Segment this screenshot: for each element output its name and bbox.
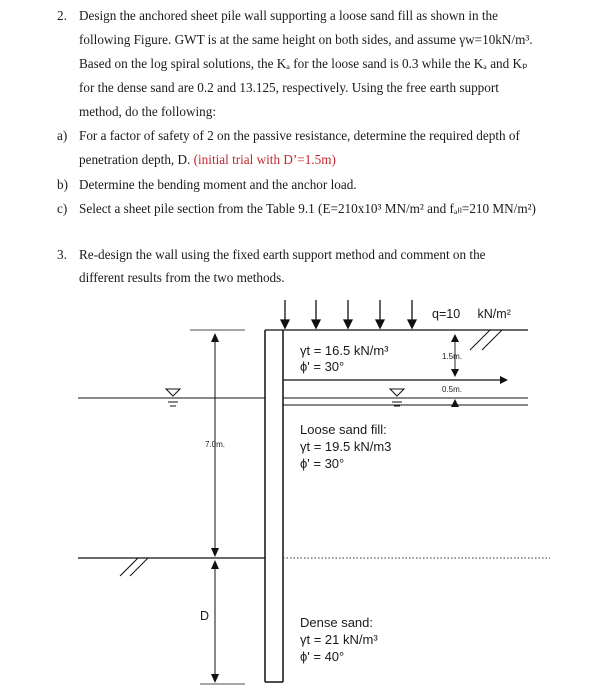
q2-line-1: Design the anchored sheet pile wall supporting a loose sand fill as shown in the [79, 8, 498, 23]
q3-line-1: Re-design the wall using the fixed earth support method and comment on the [79, 247, 486, 262]
part-a-label: a) [57, 128, 68, 143]
part-c-text: Select a sheet pile section from the Table 9.1 (E=210x10³ MN/m² and fₐₗₗ=210 MN/m²) [79, 201, 536, 216]
layer2-props: Loose sand fill: γt = 19.5 kN/m3 ϕ' = 30° [300, 422, 392, 471]
layer3-props: Dense sand: γt = 21 kN/m³ ϕ' = 40° [300, 615, 378, 664]
q2-number: 2. [57, 8, 67, 23]
q2-line-2: following Figure. GWT is at the same height on both sides, and assume γw=10kN/m³. [79, 32, 533, 47]
layer1-props: γt = 16.5 kN/m³ ϕ' = 30° [300, 343, 389, 374]
part-b-label: b) [57, 177, 68, 192]
surcharge-label: q=10 kN/m² [432, 307, 511, 321]
dim-anchor-label: 0.5m. [442, 385, 463, 394]
surcharge-arrows [281, 300, 416, 328]
q2-line-4: for the dense sand are 0.2 and 13.125, respectively. Using the free earth support [79, 80, 499, 95]
q2-line-3: Based on the log spiral solutions, the Kₐ for the loose sand is 0.3 while the Kₐ and Kₚ [79, 56, 528, 71]
q3-line-2: different results from the two methods. [79, 270, 285, 285]
dim-top-label: 1.5m. [442, 352, 463, 361]
part-c-label: c) [57, 201, 68, 216]
initial-trial-note: (initial trial with D’=1.5m) [193, 152, 336, 167]
part-a-text-2: penetration depth, D. [79, 152, 191, 167]
part-b-text: Determine the bending moment and the anchor load. [79, 177, 357, 192]
part-a-text: For a factor of safety of 2 on the passive resistance, determine the required depth of [79, 128, 520, 143]
dim-depth-label: D [200, 609, 210, 623]
q3-number: 3. [57, 247, 67, 262]
dim-height-label: 7.0m. [205, 440, 226, 449]
q2-line-5: method, do the following: [79, 104, 216, 119]
